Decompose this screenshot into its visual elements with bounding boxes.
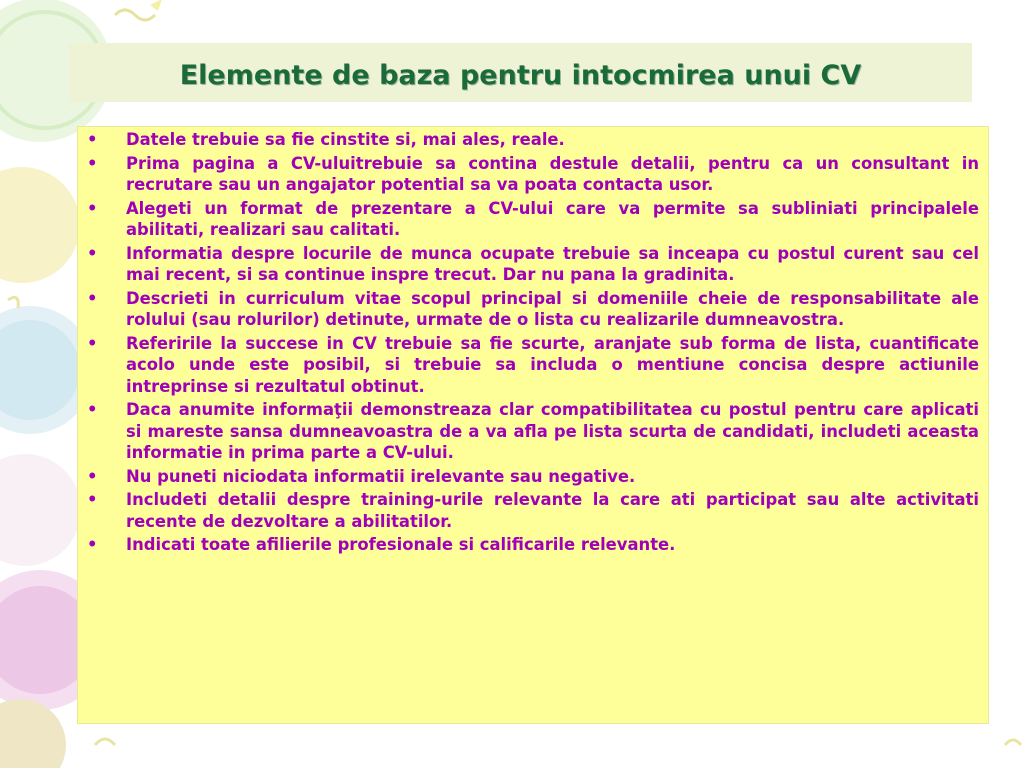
list-item-text: Informatia despre locurile de munca ocupate trebuie sa inceapa cu postul curent sau cel mai recent, si sa continue inspre trecut. Dar nu pana la gradinita. [126,243,979,284]
bullet-icon: • [87,198,98,218]
list-item [87,153,979,196]
list-item [87,489,979,532]
list-item [87,198,979,241]
list-item-text: Referirile la succese in CV trebuie sa fie scurte, aranjate sub forma de lista, cuantificate acolo unde este posibil, si trebuie sa includa o mentiune concisa despre actiunile intreprinse si rezultatul obtinut. [126,333,979,396]
list-item [87,534,979,556]
bullet-icon: • [87,130,98,149]
list-item-text: Alegeti un format de prezentare a CV-ului care va permite sa subliniati principalele abilitati, realizari sau calitati. [126,198,979,239]
list-item-text: Datele trebuie sa fie cinstite si, mai ales, reale. [126,130,565,149]
bullet-icon: • [87,490,98,509]
bullet-icon: • [87,288,98,308]
bullet-icon: • [87,243,98,263]
list-item-text: Prima pagina a CV-uluitrebuie sa contina destule detalii, pentru ca un consultant in recrutare sau un angajator potential sa va poata contacta usor. [126,153,979,194]
bullet-icon: • [87,400,98,419]
list-item-text: Indicati toate afilierile profesionale si calificarile relevante. [126,535,676,554]
list-item [87,288,979,331]
bubble-shape [0,167,80,283]
bullet-icon: • [87,153,98,173]
star-shape [150,0,162,11]
bullet-icon: • [87,535,98,554]
list-item-text: Includeti detalii despre training-urile relevante la care ati participat sau alte activitati recente de dezvoltare a abilitatilor. [126,490,979,531]
list-item-text: Daca anumite informaţii demonstreaza clar compatibilitatea cu postul pentru care aplicati si mareste sansa dumneavoastra de a va afla pe lista scurta de candidati, includeti aceasta informatie in prima parte a CV-ului. [126,400,979,462]
list-item-text: Nu puneti niciodata informatii irelevante sau negative. [126,466,636,486]
bubble-shape [0,454,81,566]
bullet-icon: • [87,466,98,486]
list-item [87,129,979,151]
bullet-icon: • [87,333,98,353]
bullet-list [87,129,979,558]
bubble-shape [0,699,66,768]
list-item [87,333,979,398]
squiggle-shape [115,10,155,20]
list-item-text: Descrieti in curriculum vitae scopul principal si domeniile cheie de responsabilitate ale rolului (sau rolurilor) detinute, urmate de o lista cu realizarile dumneavostra. [126,288,979,329]
list-item [87,399,979,464]
list-item [87,466,979,488]
list-item [87,243,979,286]
slide-title: Elemente de baza pentru intocmirea unui CV [179,60,862,91]
